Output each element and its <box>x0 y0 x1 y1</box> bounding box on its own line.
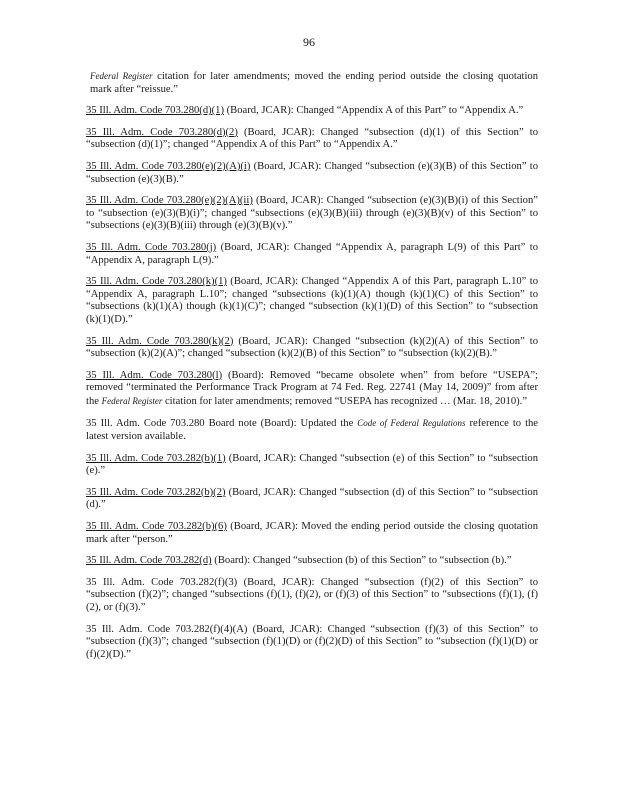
amendment-entry <box>86 624 538 662</box>
entry-text: reference to the latest version available. <box>86 418 539 443</box>
entry-text: (Board, JCAR): Changed “subsection (k)(2)(A) of this Section” to “subsection (k)(2)(A)”; changed “subsection (k)(2)(B) of this Section” to “subsection (k)(2)(B).” <box>86 335 539 360</box>
entry-text: (Board, JCAR): Changed “Appendix A, paragraph L(9) of this Part” to “Appendix A, paragraph L(9).” <box>86 241 538 266</box>
entry-text: (Board, JCAR): Moved the ending period outside the closing quotation mark after “person.” <box>86 521 538 545</box>
code-citation: 35 Ill. Adm. Code 703.282(d) <box>86 555 212 567</box>
italic-reference: Federal Register <box>101 395 163 406</box>
code-citation: 35 Ill. Adm. Code 703.280(d)(1) <box>86 105 224 117</box>
amendment-entry <box>86 276 538 326</box>
amendment-entry <box>86 370 538 409</box>
code-citation: 35 Ill. Adm. Code 703.280(e)(2)(A)(ii) <box>86 195 253 207</box>
amendment-list <box>86 70 538 670</box>
entry-text: 35 Ill. Adm. Code 703.280 Board note (Board): Updated the <box>86 418 358 430</box>
amendment-entry <box>86 336 538 361</box>
entry-text: 35 Ill. Adm. Code 703.282(f)(3) (Board, JCAR): Changed “subsection (f)(2) of this Section” to “subsection (f)(2)”; changed “subsections (f)(1), (f)(2), or (f)(3) of this Section” to “subsections (f)(1), (f)(2), or (f)(3).” <box>86 576 538 613</box>
amendment-entry <box>86 127 538 152</box>
amendment-entry <box>86 70 538 96</box>
italic-reference: Federal Register <box>90 71 153 81</box>
amendment-entry <box>86 521 538 546</box>
amendment-entry <box>86 417 538 443</box>
amendment-entry <box>86 453 538 478</box>
entry-text: (Board): Changed “subsection (b) of this Section” to “subsection (b).” <box>211 555 512 567</box>
entry-text: (Board): Removed “became obsolete when” from before “USEPA”; removed “terminated the Performance Track Program at 74 Fed. Reg. 22741 (May 14, 2009)” from after the <box>86 369 538 407</box>
entry-text: (Board, JCAR): Changed “subsection (d)(1) of this Section” to “subsection (d)(1)”; changed “Appendix A of this Part” to “Appendix A.” <box>86 126 538 151</box>
code-citation: 35 Ill. Adm. Code 703.280(k)(1) <box>86 276 227 288</box>
entry-text: (Board, JCAR): Changed “Appendix A of this Part” to “Appendix A.” <box>224 105 524 117</box>
code-citation: 35 Ill. Adm. Code 703.282(b)(1) <box>86 452 226 464</box>
amendment-entry <box>86 577 538 615</box>
code-citation: 35 Ill. Adm. Code 703.280(k)(2) <box>86 335 234 347</box>
amendment-entry <box>86 487 538 512</box>
entry-text: (Board, JCAR): Changed “subsection (e)(3)(B)(i) of this Section” to “subsection (e)(3)(B)(i)”; changed “subsections (e)(3)(B)(iii) through (e)(3)(B)(v) of this Section” to “subsections (e)(3)(B)(iii) through (e)(3)(B)(v).” <box>86 195 538 232</box>
entry-text: (Board, JCAR): Changed “subsection (d) of this Section” to “subsection (d).” <box>86 486 538 511</box>
code-citation: 35 Ill. Adm. Code 703.282(b)(6) <box>86 521 227 533</box>
amendment-entry <box>86 195 538 233</box>
amendment-entry <box>86 161 538 186</box>
italic-reference: Code of Federal Regulations <box>357 418 466 429</box>
amendment-entry <box>86 242 538 267</box>
code-citation: 35 Ill. Adm. Code 703.280(e)(2)(A)(i) <box>86 160 251 172</box>
code-citation: 35 Ill. Adm. Code 703.282(b)(2) <box>86 486 226 498</box>
entry-text: citation for later amendments; removed “USEPA has recognized … (Mar. 18, 2010).” <box>162 395 528 407</box>
code-citation: 35 Ill. Adm. Code 703.280(l) <box>86 369 223 381</box>
code-citation: 35 Ill. Adm. Code 703.280(j) <box>86 241 217 253</box>
code-citation: 35 Ill. Adm. Code 703.280(d)(2) <box>86 126 238 138</box>
entry-text: citation for later amendments; moved the ending period outside the closing quotation mark after “reissue.” <box>90 71 539 95</box>
entry-text: (Board, JCAR): Changed “subsection (e)(3)(B) of this Section” to “subsection (e)(3)(B).” <box>86 160 538 185</box>
amendment-entry <box>86 555 538 568</box>
amendment-entry <box>86 105 538 118</box>
entry-text: 35 Ill. Adm. Code 703.282(f)(4)(A) (Board, JCAR): Changed “subsection (f)(3) of this Section” to “subsection (f)(3)”; changed “subsection (f)(1)(D) or (f)(2)(D) of this Section” to “subsection (f)(1)(D) or (f)(2)(D).” <box>86 623 538 660</box>
entry-text: (Board, JCAR): Changed “Appendix A of this Part, paragraph L.10” to “Appendix A, paragraph L.10”; changed “subsections (k)(1)(A) though (k)(1)(C) of this Section” to “subsections (k)(1)(A) though (k)(1)(C)”; changed “subsection (k)(1)(D) of this Section” to “subsection (k)(1)(D).” <box>86 276 538 325</box>
page-number: 96 <box>303 35 315 49</box>
entry-text: (Board, JCAR): Changed “subsection (e) of this Section” to “subsection (e).” <box>86 452 538 477</box>
